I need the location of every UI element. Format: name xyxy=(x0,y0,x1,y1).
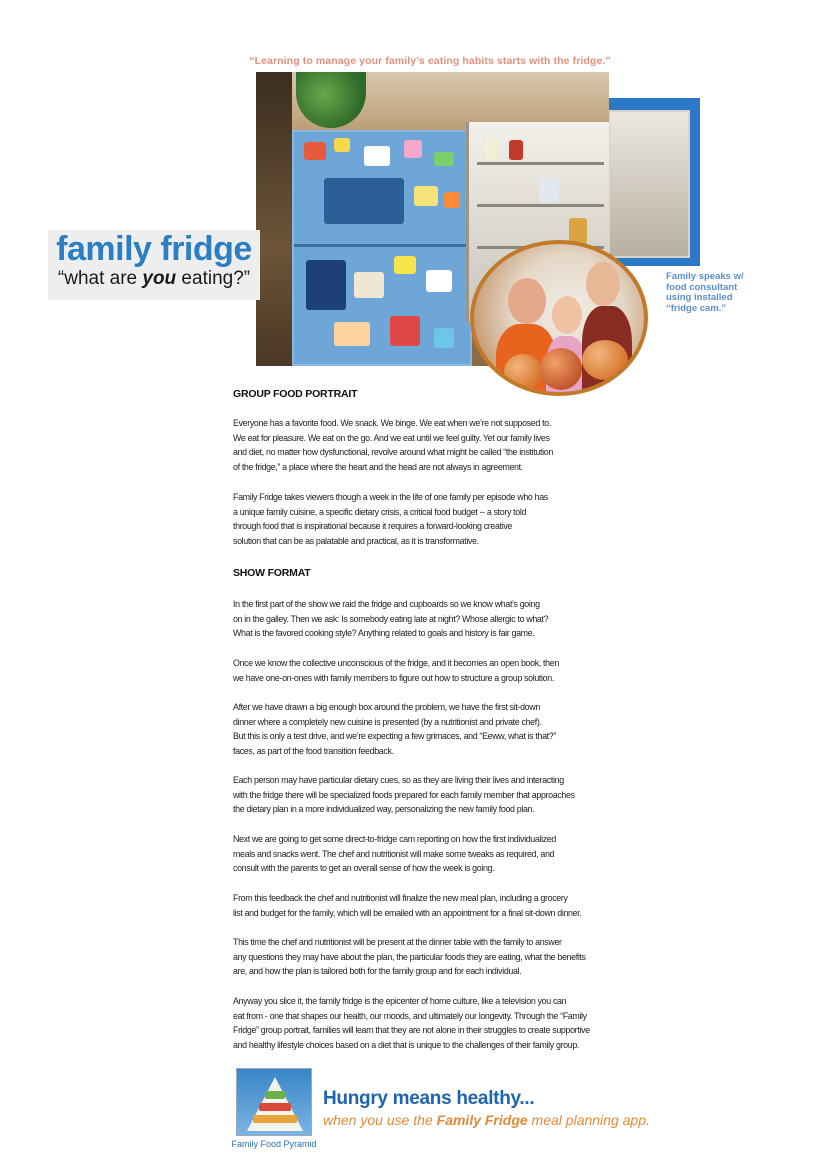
photo-caption: Family speaks w/ food consultant using installed “fridge cam.” xyxy=(666,271,744,314)
paragraph: Anyway you slice it, the family fridge is the epicenter of home culture, like a television you can eat from - one that shapes our health, our moods, and ultimately our longevity. Through the “Family Fridge” group portrait, families will learn that they are not alone in their struggles to create supportive and healthy lifestyle choices based on a diet that is unique to the challenges of their family group. xyxy=(233,996,590,1050)
paragraph: In the first part of the show we raid the fridge and cupboards so we know what’s going on in the galley. Then we ask: Is somebody eating late at night? Whose allergic to what? What is the favored cooking style? Anything related to goals and history is fair game. xyxy=(233,599,549,639)
section-heading-show-format: SHOW FORMAT xyxy=(233,567,311,579)
plant-image xyxy=(296,72,366,128)
promo-headline: Hungry means healthy... xyxy=(323,1088,535,1109)
section-heading-group-food-portrait: GROUP FOOD PORTRAIT xyxy=(233,388,358,400)
show-title: family fridge xyxy=(56,230,252,268)
family-photo xyxy=(470,240,648,396)
pyramid-caption: Family Food Pyramid xyxy=(231,1139,317,1149)
food-pyramid-image xyxy=(236,1068,312,1136)
fridge-door-with-magnets xyxy=(292,130,472,366)
paragraph: This time the chef and nutritionist will be present at the dinner table with the family to answer any questions they may have about the plan, the particular foods they are eating, what the benefits are, and how the plan is tailored both for the family group and for each individual. xyxy=(233,937,586,977)
fridge-cam-inset-image xyxy=(608,110,690,258)
paragraph: After we have drawn a big enough box around the problem, we have the first sit-down dinner where a completely new cuisine is presented (by a nutritionist and private chef). But this is only a test drive, and we’re expecting a few grimaces, and “Eeww, what is that?” faces, as part of the food transition feedback. xyxy=(233,702,556,756)
paragraph: Once we know the collective unconscious of the fridge, and it becomes an open book, then we have one-on-ones with family members to figure out how to structure a group solution. xyxy=(233,658,559,683)
paragraph: Everyone has a favorite food. We snack. We binge. We eat when we’re not supposed to. We eat for pleasure. We eat on the go. And we eat until we feel guilty. Yet our family lives and diet, no matter how dysfunctional, revolve around what might be called “the institution of the fridge,” a place where the heart and the head are not always in agreement. xyxy=(233,418,553,472)
promo-subline: when you use the Family Fridge meal planning app. xyxy=(323,1112,650,1128)
paragraph: Each person may have particular dietary cues, so as they are living their lives and interacting with the fridge there will be specialized foods prepared for each family member that approaches the dietary plan in a more individualized way, personalizing the new family food plan. xyxy=(233,775,575,815)
paragraph: Family Fridge takes viewers though a week in the life of one family per episode who has a unique family cuisine, a specific dietary crisis, a critical food budget -- a story told through food that is inspirational because it requires a forward-looking creative solution that can be as palatable and practical, as it is transformative. xyxy=(233,492,548,546)
show-subtitle: “what are you eating?” xyxy=(57,268,251,289)
paragraph: From this feedback the chef and nutritionist will finalize the new meal plan, including a grocery list and budget for the family, which will be emailed with an appointment for a final sit-down dinner. xyxy=(233,893,582,918)
tagline: “Learning to manage your family’s eating habits starts with the fridge.” xyxy=(249,55,611,67)
kitchen-shelf xyxy=(256,72,292,366)
paragraph: Next we are going to get some direct-to-fridge cam reporting on how the first individualized meals and snacks went. The chef and nutritionist will make some tweaks as required, and consult with the parents to get an overall sense of how the week is going. xyxy=(233,834,556,874)
